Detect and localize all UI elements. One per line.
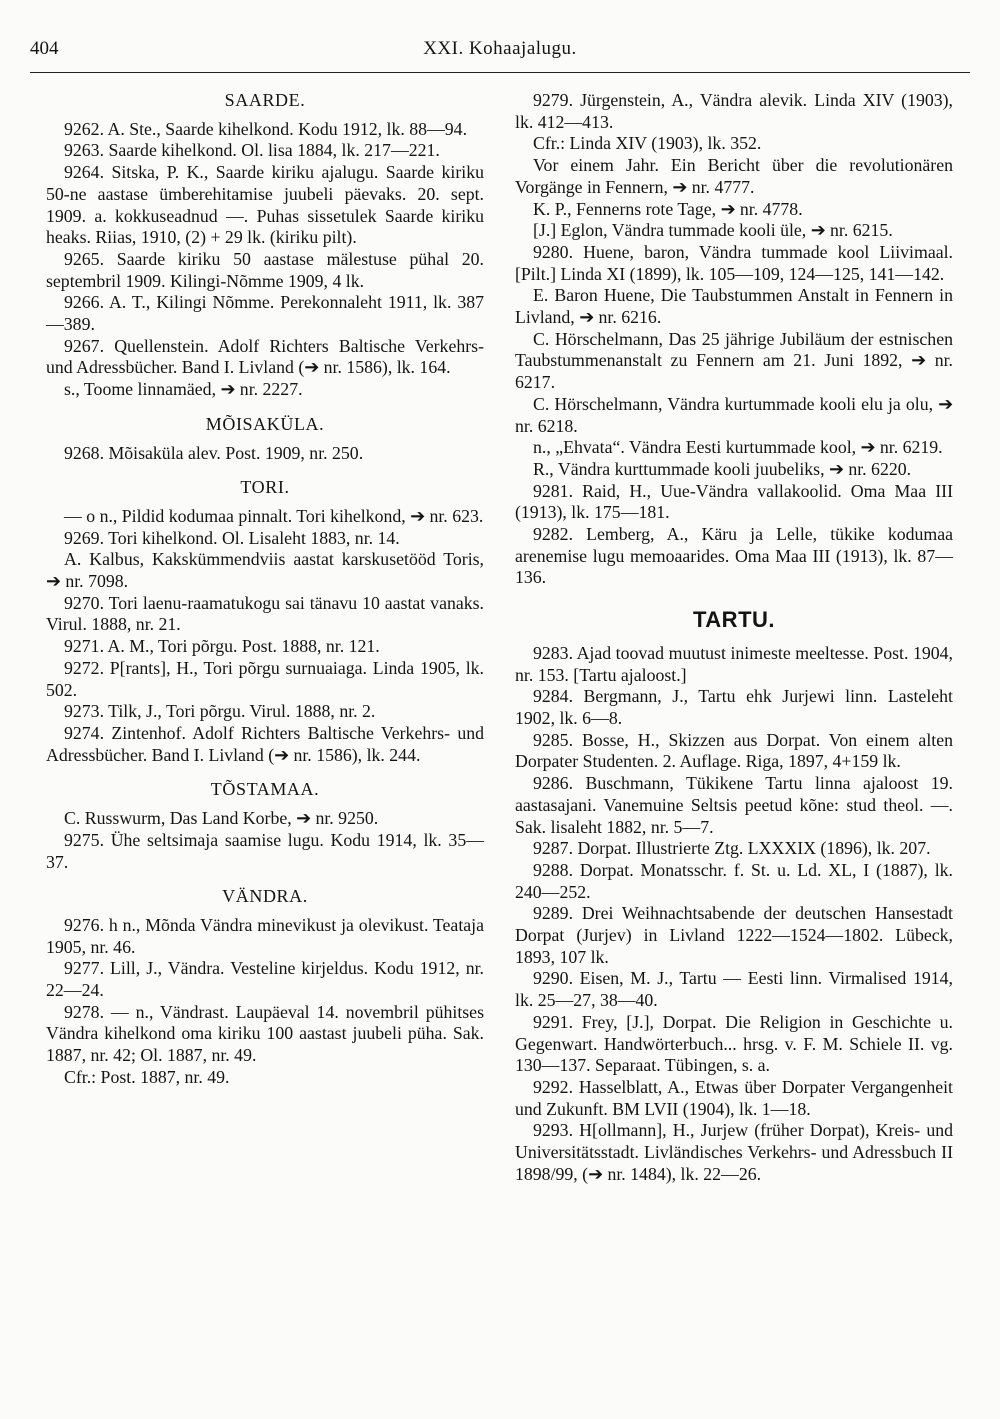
section-heading-saarde: SAARDE. — [224, 90, 306, 110]
cfr-reference: Cfr.: Post. 1887, nr. 49. — [64, 1066, 230, 1087]
right-column — [515, 90, 953, 1185]
entry-9280: 9280. Huene, baron, Vändra tummade kool Liivimaal. [Pilt.] Linda XI (1899), lk. 105—109, 124—125, 141—142. — [515, 241, 953, 284]
cross-reference-entry: — o n., Pildid kodumaa pinnalt. Tori kihelkond, ➔ nr. 623. — [64, 505, 484, 526]
entry-9277: 9277. Lill, J., Vändra. Vesteline kirjeldus. Kodu 1912, nr. 22—24. — [46, 958, 484, 1001]
cross-reference-entry: R., Vändra kurttummade kooli juubeliks, ➔ nr. 6220. — [533, 458, 912, 479]
cross-reference-entry: s., Toome linnamäed, ➔ nr. 2227. — [64, 379, 303, 400]
entry-9273: 9273. Tilk, J., Tori põrgu. Virul. 1888, nr. 2. — [64, 701, 376, 722]
entry-9281: 9281. Raid, H., Uue-Vändra vallakoolid. Oma Maa III (1913), lk. 175—181. — [515, 480, 953, 523]
cross-reference-entry: n., „Ehvata“. Vändra Eesti kurtummade kool, ➔ nr. 6219. — [533, 437, 943, 458]
entry-9290: 9290. Eisen, M. J., Tartu — Eesti linn. Virmalised 1914, lk. 25—27, 38—40. — [515, 968, 953, 1011]
entry-9291: 9291. Frey, [J.], Dorpat. Die Religion in Geschichte u. Gegenwart. Handwörterbuch... hrsg. v. F. M. Schiele II. vg. 130—137. Separaat. Tübingen, s. a. — [515, 1011, 953, 1076]
cross-reference-entry: C. Hörschelmann, Das 25 jährige Jubiläum der estnischen Taubstummenanstalt zu Fennern am 21. Juni 1892, ➔ nr. 6217. — [515, 328, 953, 393]
section-heading-tostamaa: TÕSTAMAA. — [210, 779, 320, 800]
entry-9285: 9285. Bosse, H., Skizzen aus Dorpat. Von einem alten Dorpater Studenten. 2. Auflage. Riga, 1897, 4+159 lk. — [515, 729, 953, 772]
entry-9266: 9266. A. T., Kilingi Nõmme. Perekonnaleht 1911, lk. 387—389. — [46, 292, 484, 335]
section-heading-moisakula: MÕISAKÜLA. — [205, 413, 325, 434]
entry-9292: 9292. Hasselblatt, A., Etwas über Dorpater Vergangenheit und Zukunft. BM LVII (1904), lk. 1—18. — [515, 1076, 953, 1119]
page-header — [0, 0, 1000, 80]
entry-9289: 9289. Drei Weihnachtsabende der deutschen Hansestadt Dorpat (Jurjev) in Livland 1222—1524—1802. Lübeck, 1893, 107 lk. — [515, 903, 953, 967]
entry-9272: 9272. P[rants], H., Tori põrgu surnuaiaga. Linda 1905, lk. 502. — [46, 657, 484, 700]
cross-reference-entry: A. Kalbus, Kakskümmendviis aastat karskusetööd Toris, ➔ nr. 7098. — [46, 549, 484, 592]
entry-9284: 9284. Bergmann, J., Tartu ehk Jurjewi linn. Lasteleht 1902, lk. 6—8. — [515, 686, 953, 728]
cfr-reference: Cfr.: Linda XIV (1903), lk. 352. — [533, 133, 762, 154]
cross-reference-entry: Vor einem Jahr. Ein Bericht über die revolutionären Vorgänge in Fennern, ➔ nr. 4777. — [515, 155, 953, 197]
entry-9262: 9262. A. Ste., Saarde kihelkond. Kodu 1912, lk. 88—94. — [64, 118, 468, 139]
cross-reference-entry: C. Russwurm, Das Land Korbe, ➔ nr. 9250. — [64, 808, 379, 829]
entry-9269: 9269. Tori kihelkond. Ol. Lisaleht 1883, nr. 14. — [64, 527, 400, 548]
section-heading-tartu: TARTU. — [692, 607, 776, 633]
entry-9264: 9264. Sitska, P. K., Saarde kiriku ajalugu. Saarde kiriku 50-ne aastase ümberehitamise juubeli päevaks. 20. sept. 1909. a. kokkuseadnud —. Puhas sissetulek Saarde kiriku heaks. Riias, 1910, (2) + 29 lk. (kiriku pilt). — [46, 162, 484, 248]
entry-9263: 9263. Saarde kihelkond. Ol. lisa 1884, lk. 217—221. — [64, 140, 440, 161]
entry-9282: 9282. Lemberg, A., Käru ja Lelle, tükike kodumaa arenemise lugu memoaarides. Oma Maa III (1913), lk. 87—136. — [515, 524, 953, 588]
entry-9276: 9276. h n., Mõnda Vändra minevikust ja olevikust. Teataja 1905, nr. 46. — [46, 914, 484, 957]
entry-9278: 9278. — n., Vändrast. Laupäeval 14. novembril pühitses Vändra kihelkond oma kiriku 100 aastast juubeli püha. Sak. 1887, nr. 42; Ol. 1887, nr. 49. — [46, 1001, 484, 1066]
cross-reference-entry: C. Hörschelmann, Vändra kurtummade kooli elu ja olu, ➔ nr. 6218. — [515, 393, 953, 436]
entry-9270: 9270. Tori laenu-raamatukogu sai tänavu 10 aastat vanaks. Virul. 1888, nr. 21. — [46, 592, 484, 635]
entry-9265: 9265. Saarde kiriku 50 aastase mälestuse pühal 20. septembril 1909. Kilingi-Nõmme 1909, 4 lk. — [46, 248, 484, 291]
left-column — [46, 90, 484, 1089]
running-title: XXI. Kohaajalugu. — [423, 38, 577, 59]
entry-9283: 9283. Ajad toovad muutust inimeste meeltesse. Post. 1904, nr. 153. [Tartu ajaloost.] — [515, 642, 953, 685]
section-heading-vandra: VÄNDRA. — [222, 886, 308, 907]
entry-9293: 9293. H[ollmann], H., Jurjew (früher Dorpat), Kreis- und Universitätsstadt. Livländisches Verkehrs- und Adressbuch II 1898/99, (➔ nr. 1484), lk. 22—26. — [515, 1120, 953, 1184]
entry-9288: 9288. Dorpat. Monatsschr. f. St. u. Ld. XL, I (1887), lk. 240—252. — [515, 859, 953, 902]
entry-9271: 9271. A. M., Tori põrgu. Post. 1888, nr. 121. — [64, 636, 380, 657]
entry-9268: 9268. Mõisaküla alev. Post. 1909, nr. 250. — [64, 442, 364, 463]
cross-reference-entry: E. Baron Huene, Die Taubstummen Anstalt in Fennern in Livland, ➔ nr. 6216. — [515, 285, 953, 328]
entry-9275: 9275. Ühe seltsimaja saamise lugu. Kodu 1914, lk. 35—37. — [46, 829, 484, 872]
section-heading-tori: TORI. — [240, 477, 290, 498]
header-rule — [30, 72, 970, 73]
entry-9267: 9267. Quellenstein. Adolf Richters Baltische Verkehrs- und Adressbücher. Band I. Livland (➔ nr. 1586), lk. 164. — [46, 335, 484, 378]
cross-reference-entry: [J.] Eglon, Vändra tummade kooli üle, ➔ nr. 6215. — [533, 220, 893, 241]
entry-9287: 9287. Dorpat. Illustrierte Ztg. LXXXIX (1896), lk. 207. — [533, 838, 931, 859]
entry-9286: 9286. Buschmann, Tükikene Tartu linna ajaloost 19. aastasajani. Vanemuine Seltsis peetud kõne: stud theol. —. Sak. lisaleht 1882, nr. 5—7. — [515, 773, 953, 837]
page-number: 404 — [30, 38, 59, 59]
cross-reference-entry: K. P., Fennerns rote Tage, ➔ nr. 4778. — [533, 198, 803, 219]
entry-9279: 9279. Jürgenstein, A., Vändra alevik. Linda XIV (1903), lk. 412—413. — [515, 90, 953, 132]
entry-9274: 9274. Zintenhof. Adolf Richters Baltische Verkehrs- und Adressbücher. Band I. Livland (➔ nr. 1586), lk. 244. — [46, 722, 484, 765]
